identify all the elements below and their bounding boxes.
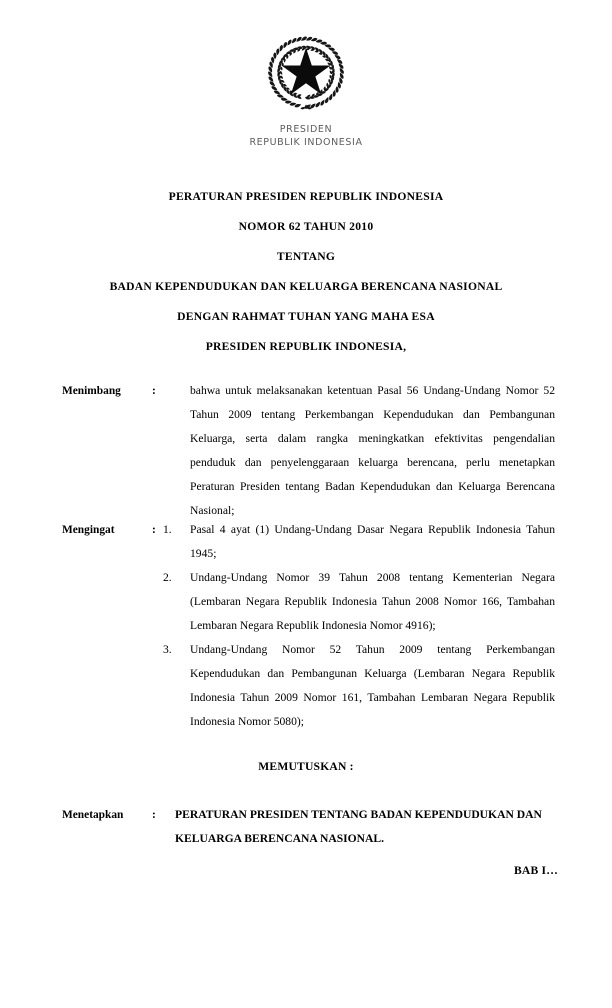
mengingat-clause	[0, 518, 612, 734]
list-item-marker: 1.	[163, 523, 172, 536]
list-item	[0, 566, 612, 638]
indonesian-presidential-seal-star-wreath-icon	[260, 30, 352, 118]
list-item-text: Undang-Undang Nomor 39 Tahun 2008 tentang Kementerian Negara (Lembaran Negara Republik Indonesia Tahun 2008 Nomor 166, Tambahan Lembaran Negara Republik Indonesia Nomor 4916);	[190, 571, 555, 632]
heading-regulation-title: PERATURAN PRESIDEN REPUBLIK INDONESIA	[168, 190, 444, 203]
mengingat-list	[0, 518, 612, 734]
emblem-caption-line1: PRESIDEN	[279, 124, 333, 135]
emblem-caption-line2: REPUBLIK INDONESIA	[249, 136, 363, 148]
menetapkan-text: PERATURAN PRESIDEN TENTANG BADAN KEPENDUDUKAN DAN KELUARGA BERENCANA NASIONAL.	[175, 808, 542, 845]
document-heading-block	[0, 182, 612, 362]
heading-number-year: NOMOR 62 TAHUN 2010	[238, 220, 374, 233]
list-item	[0, 518, 612, 566]
star-shape	[282, 48, 331, 94]
heading-subject: BADAN KEPENDUDUKAN DAN KELUARGA BERENCANA NASIONAL	[109, 280, 503, 293]
menimbang-colon: :	[152, 385, 156, 397]
list-item-marker: 2.	[163, 571, 172, 584]
menimbang-label: Menimbang	[62, 385, 121, 397]
menetapkan-colon: :	[152, 809, 156, 821]
continuation-marker: BAB I…	[513, 864, 558, 877]
list-item-marker: 3.	[163, 643, 172, 656]
mengingat-colon: :	[152, 524, 156, 536]
heading-tentang: TENTANG	[276, 250, 336, 263]
menimbang-text: bahwa untuk melaksanakan ketentuan Pasal 56 Undang-Undang Nomor 52 Tahun 2009 tentang Perkembangan Kependudukan dan Pembangunan Keluarga, serta dalam rangka meningkatkan efektivitas pengendalian penduduk dan penyelenggaraan keluarga berencana, perlu menetapkan Peraturan Presiden tentang Badan Kependudukan dan Keluarga Berencana Nasional;	[190, 384, 555, 517]
menetapkan-label: Menetapkan	[62, 809, 124, 821]
list-item	[0, 638, 612, 734]
presidential-emblem-block	[0, 30, 612, 149]
mengingat-row	[0, 518, 612, 734]
memutuskan-heading: MEMUTUSKAN :	[258, 760, 354, 773]
menimbang-clause	[0, 379, 612, 523]
heading-president-line: PRESIDEN REPUBLIK INDONESIA,	[205, 340, 407, 353]
emblem-caption	[0, 124, 612, 149]
menimbang-row	[0, 379, 612, 523]
mengingat-label: Mengingat	[62, 524, 115, 536]
heading-invocation: DENGAN RAHMAT TUHAN YANG MAHA ESA	[177, 310, 435, 323]
menetapkan-clause	[0, 803, 612, 851]
menetapkan-row	[0, 803, 612, 851]
list-item-text: Undang-Undang Nomor 52 Tahun 2009 tentang Perkembangan Kependudukan dan Pembangunan Keluarga (Lembaran Negara Republik Indonesia Tahun 2009 Nomor 161, Tambahan Lembaran Negara Republik Indonesia Nomor 5080);	[190, 643, 555, 728]
list-item-text: Pasal 4 ayat (1) Undang-Undang Dasar Negara Republik Indonesia Tahun 1945;	[190, 523, 555, 560]
